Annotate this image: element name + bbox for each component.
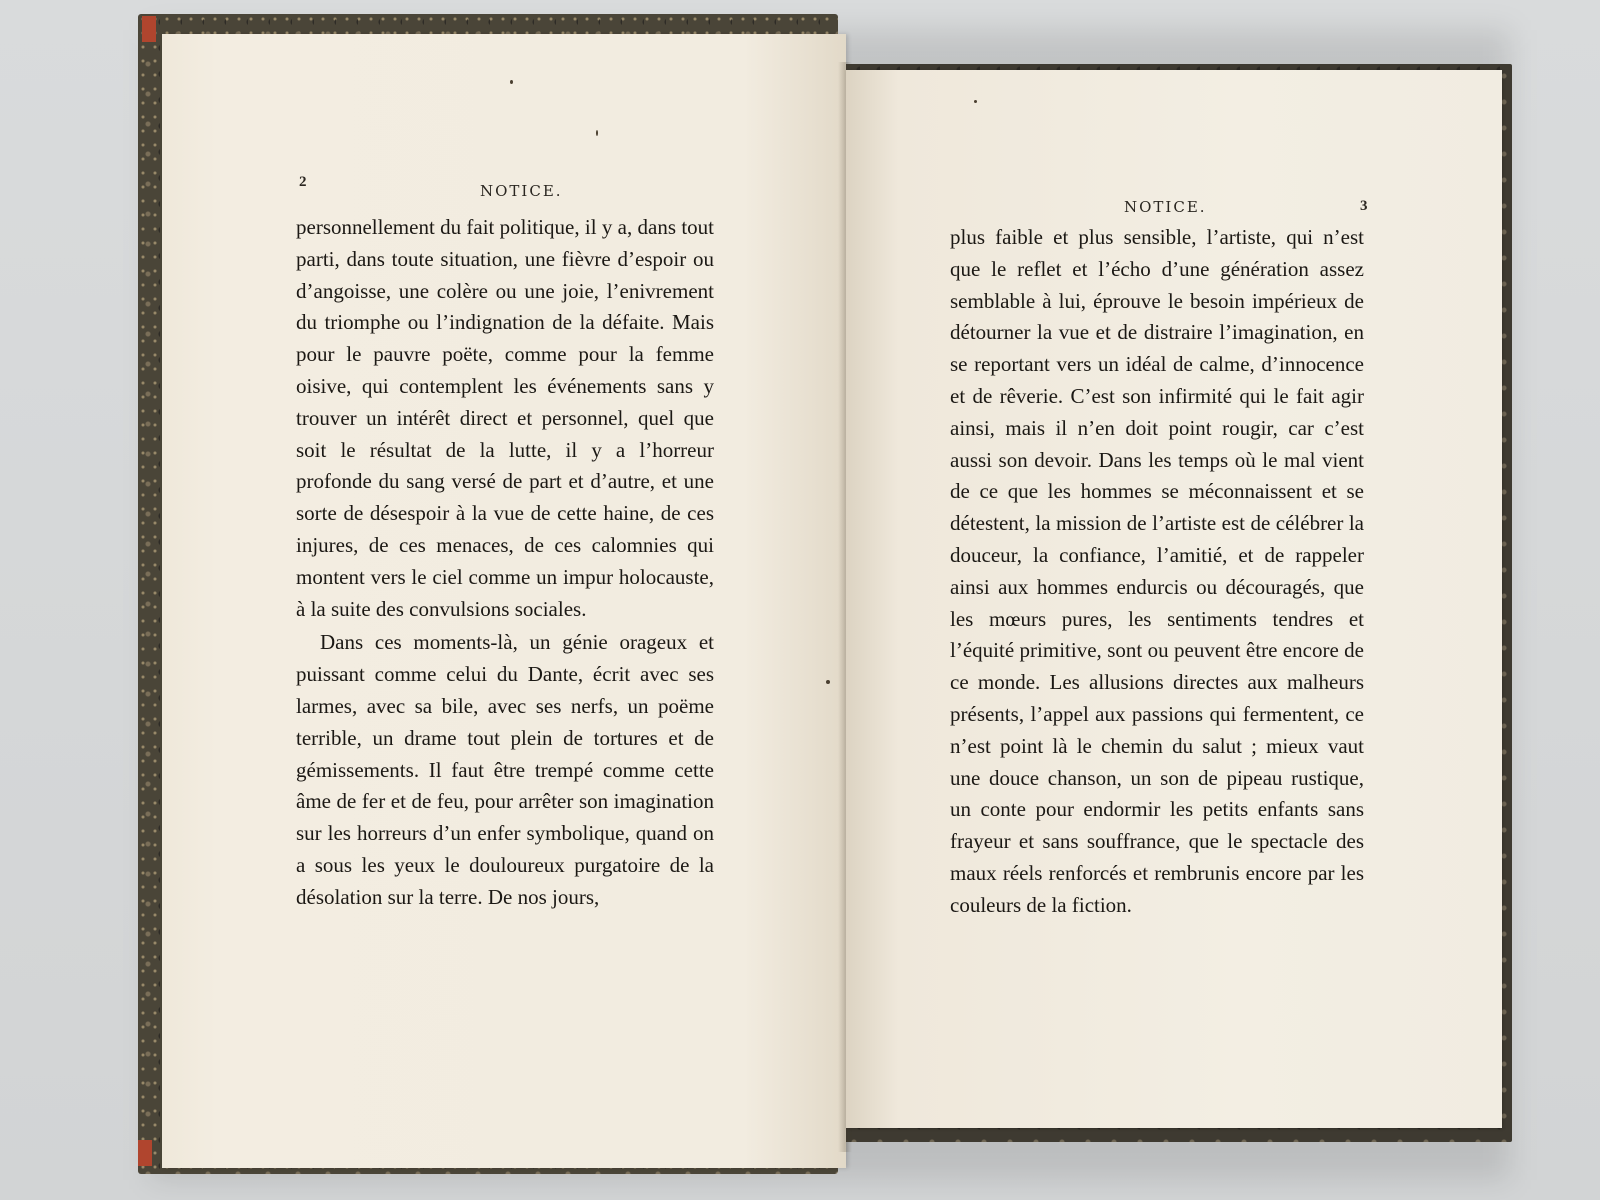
right-page (846, 70, 1502, 1128)
page-number-right: 3 (1360, 198, 1368, 214)
cover-corner-bottom (138, 1140, 152, 1166)
paper-fleck (974, 100, 977, 103)
left-page-body (296, 212, 714, 914)
running-head-left: NOTICE. (480, 182, 563, 200)
page-number-left: 2 (299, 174, 307, 190)
paper-fleck (510, 80, 513, 84)
paragraph: plus faible et plus sensible, l’artiste, qui n’est que le reflet et l’écho d’une génération assez semblable à lui, éprouve le besoin impérieux de détourner la vue et de distraire l’imagination, en se reportant vers un idéal de calme, d’innocence et de rêverie. C’est son infirmité qui le fait agir ainsi, mais il n’en doit point rougir, car c’est aussi son devoir. Dans les temps où le mal vient de ce que les hommes se méconnaissent et se détestent, la mission de l’artiste est de célébrer la douceur, la confiance, l’amitié, et de rappeler ainsi aux hommes endurcis ou découragés, que les mœurs pures, les sentiments tendres et l’équité primitive, sont ou peuvent être encore de ce monde. Les allusions directes aux malheurs présents, l’appel aux passions qui fermentent, ce n’est point là le chemin du salut ; mieux vaut une douce chanson, un son de pipeau rustique, un conte pour endormir les petits enfants sans frayeur et sans souffrance, que le spectacle des maux réels renforcés et rembrunis encore par les couleurs de la fiction. (950, 225, 1364, 917)
paragraph: Dans ces moments-là, un génie orageux et puissant comme celui du Dante, écrit avec ses larmes, avec sa bile, avec ses nerfs, un poëme terrible, un drame tout plein de tortures et de gémissements. Il faut être trempé comme cette âme de fer et de feu, pour arrêter son imagination sur les horreurs d’un enfer symbolique, quand on a sous les yeux le douloureux purgatoire de la désolation sur la terre. De nos jours, (296, 630, 714, 909)
left-page (162, 34, 846, 1168)
paragraph: personnellement du fait politique, il y a, dans tout parti, dans toute situation, une fièvre d’espoir ou d’angoisse, une colère ou une joie, l’enivrement du triomphe ou l’indignation de la défaite. Mais pour le pauvre poëte, comme pour la femme oisive, qui contemplent les événements sans y trouver un intérêt direct et personnel, quel que soit le résultat de la lutte, il y a l’horreur profonde du sang versé de part et d’autre, et une sorte de désespoir à la vue de cette haine, de ces injures, de ces menaces, de ces calomnies qui montent vers le ciel comme un impur holocauste, à la suite des convulsions sociales. (296, 215, 714, 621)
paper-fleck (596, 130, 598, 136)
running-head-right: NOTICE. (1124, 198, 1207, 216)
cover-corner-top (142, 16, 156, 42)
paper-fleck (826, 680, 830, 684)
right-page-body (950, 222, 1364, 922)
